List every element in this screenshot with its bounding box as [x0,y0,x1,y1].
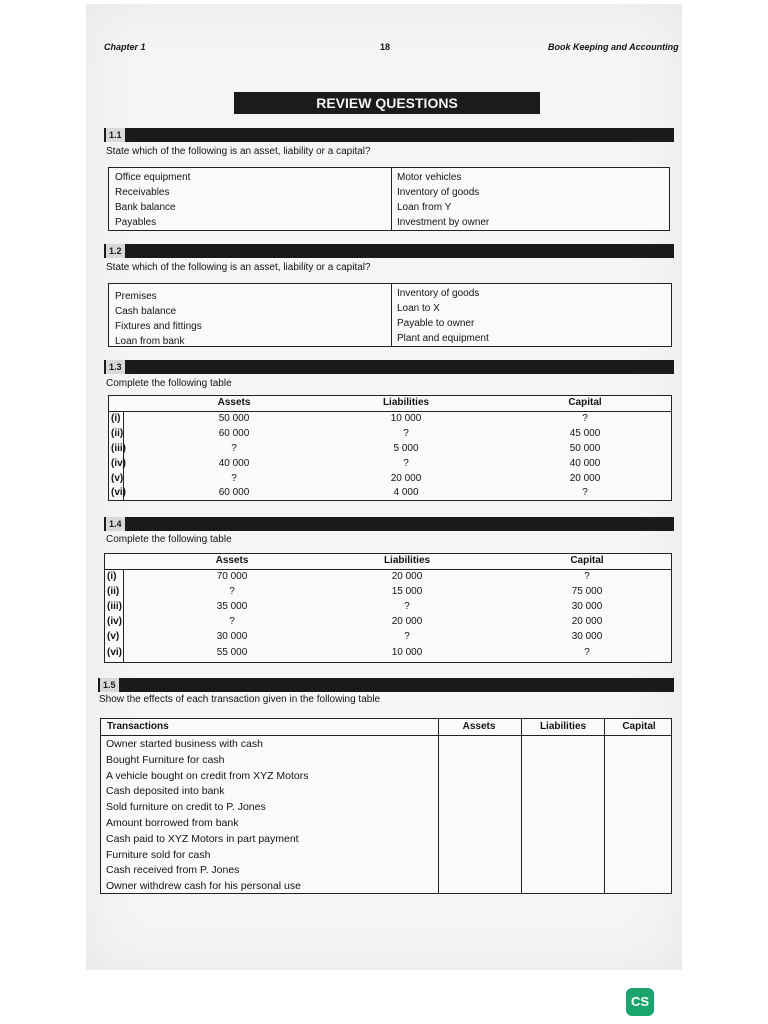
assets-cell: ? [229,616,235,627]
section-bar-1-3 [104,360,674,374]
assets-header: Assets [215,555,249,566]
table-row [109,486,671,501]
list-item: Receivables [115,187,170,198]
list-item: Payable to owner [397,318,475,329]
liabilities-header: Liabilities [382,397,430,408]
question-box-1-2 [108,283,672,347]
instruction-1-3: Complete the following table [106,378,232,389]
capital-cell: 75 000 [571,586,603,597]
liabilities-cell: ? [404,631,410,642]
right-list-1-2 [397,286,489,346]
assets-header: Assets [462,721,496,732]
liabilities-cell: 4 000 [393,487,419,498]
row-label: (iv) [107,616,122,627]
list-item: Loan from bank [115,336,185,347]
question-box-1-1 [108,167,670,231]
transaction-item: Owner withdrew cash for his personal use [106,880,301,893]
section-number: 1.5 [100,678,119,692]
transaction-item: A vehicle bought on credit from XYZ Motors [106,769,309,782]
liabilities-cell: ? [404,601,410,612]
right-list-1-1 [397,170,489,230]
liabilities-cell: 10 000 [390,413,422,424]
capital-cell: 40 000 [569,458,601,469]
col-divider [521,719,522,893]
list-item: Investment by owner [397,217,490,228]
transaction-item: Cash paid to XYZ Motors in part payment [106,832,299,845]
transaction-item: Bought Furniture for cash [106,753,225,766]
assets-cell: ? [231,473,237,484]
section-number: 1.3 [106,360,125,374]
table-row [109,412,671,427]
instruction-1-5: Show the effects of each transaction given in the following table [99,694,381,705]
list-item: Office equipment [115,172,191,183]
transaction-item: Cash received from P. Jones [106,864,240,877]
transaction-item: Sold furniture on credit to P. Jones [106,801,266,814]
col-divider [604,719,605,893]
list-item: Fixtures and fittings [115,321,202,332]
table-row [105,585,671,600]
liabilities-cell: 20 000 [391,571,423,582]
liabilities-cell: 20 000 [391,616,423,627]
table-1-5 [100,718,672,894]
liabilities-header: Liabilities [539,721,587,732]
table-row [109,442,671,457]
capital-header: Capital [622,721,656,732]
table-row [109,472,671,487]
transaction-item: Owner started business with cash [106,738,263,750]
row-label: (vi) [111,487,126,498]
assets-cell: ? [229,586,235,597]
assets-cell: ? [231,443,237,454]
table-row [105,630,671,645]
list-item: Bank balance [115,202,176,213]
header-rule [101,735,671,736]
liabilities-cell: 10 000 [391,647,423,658]
divider [391,284,392,346]
row-label: (i) [107,571,117,582]
capital-cell: ? [582,413,588,424]
camscanner-logo: CS [626,988,654,1016]
list-item: Cash balance [115,306,177,317]
liabilities-cell: 5 000 [393,443,419,454]
liabilities-cell: ? [403,458,409,469]
section-number: 1.2 [106,244,125,258]
liabilities-cell: 20 000 [390,473,422,484]
capital-header: Capital [570,555,604,566]
instruction-1-2: State which of the following is an asset, liability or a capital? [106,262,371,273]
instruction-1-4: Complete the following table [106,534,232,545]
assets-cell: 40 000 [218,458,250,469]
table-row [105,615,671,630]
list-item: Payables [115,217,157,228]
transaction-item: Amount borrowed from bank [106,816,239,829]
section-number: 1.4 [106,517,125,531]
transactions-list [106,737,309,895]
list-item: Plant and equipment [397,333,489,344]
assets-cell: 35 000 [216,601,248,612]
capital-cell: ? [584,571,590,582]
capital-cell: 30 000 [571,601,603,612]
section-bar-1-1 [104,128,674,142]
row-label: (ii) [107,586,120,597]
capital-cell: ? [582,487,588,498]
list-item: Inventory of goods [397,288,480,299]
list-item: Loan to X [397,303,440,314]
row-label: (vi) [107,647,122,658]
capital-cell: 50 000 [569,443,601,454]
list-item: Motor vehicles [397,172,462,183]
table-row [109,427,671,442]
liabilities-cell: 15 000 [391,586,423,597]
col-divider [438,719,439,893]
table-header-row [101,720,671,735]
instruction-1-1: State which of the following is an asset, liability or a capital? [106,146,371,157]
table-row [105,570,671,585]
table-row [105,646,671,661]
capital-cell: 30 000 [571,631,603,642]
list-item: Inventory of goods [397,187,480,198]
capital-cell: ? [584,647,590,658]
liabilities-header: Liabilities [383,555,431,566]
row-label: (i) [111,413,121,424]
table-header-row [105,554,671,569]
assets-cell: 30 000 [216,631,248,642]
capital-cell: 45 000 [569,428,601,439]
section-bar-1-2 [104,244,674,258]
assets-cell: 50 000 [218,413,250,424]
transaction-item: Furniture sold for cash [106,848,211,861]
row-label: (ii) [111,428,124,439]
assets-cell: 55 000 [216,647,248,658]
table-row [105,600,671,615]
section-bar-1-4 [104,517,674,531]
left-list-1-1 [115,170,190,230]
left-list-1-2 [115,289,202,349]
list-item: Loan from Y [397,202,452,213]
capital-header: Capital [568,397,602,408]
assets-cell: 60 000 [218,428,250,439]
liabilities-cell: ? [403,428,409,439]
chapter-label: Chapter 1 [104,42,146,52]
book-title: Book Keeping and Accounting [548,42,679,52]
assets-cell: 70 000 [216,571,248,582]
assets-cell: 60 000 [218,487,250,498]
row-label: (iii) [111,443,126,454]
capital-cell: 20 000 [569,473,601,484]
section-number: 1.1 [106,128,125,142]
row-label: (iii) [107,601,122,612]
section-bar-1-5 [98,678,674,692]
assets-header: Assets [217,397,251,408]
table-header-row [109,396,671,411]
row-label: (v) [111,473,124,484]
row-label: (v) [107,631,120,642]
capital-cell: 20 000 [571,616,603,627]
list-item: Premises [115,291,157,302]
table-1-4 [104,553,672,663]
table-1-3 [108,395,672,501]
page-number: 18 [380,42,391,52]
review-questions-title: REVIEW QUESTIONS [234,92,540,114]
transactions-header: Transactions [107,721,169,732]
divider [391,168,392,230]
transaction-item: Cash deposited into bank [106,785,225,798]
table-row [109,457,671,472]
row-label: (iv) [111,458,126,469]
